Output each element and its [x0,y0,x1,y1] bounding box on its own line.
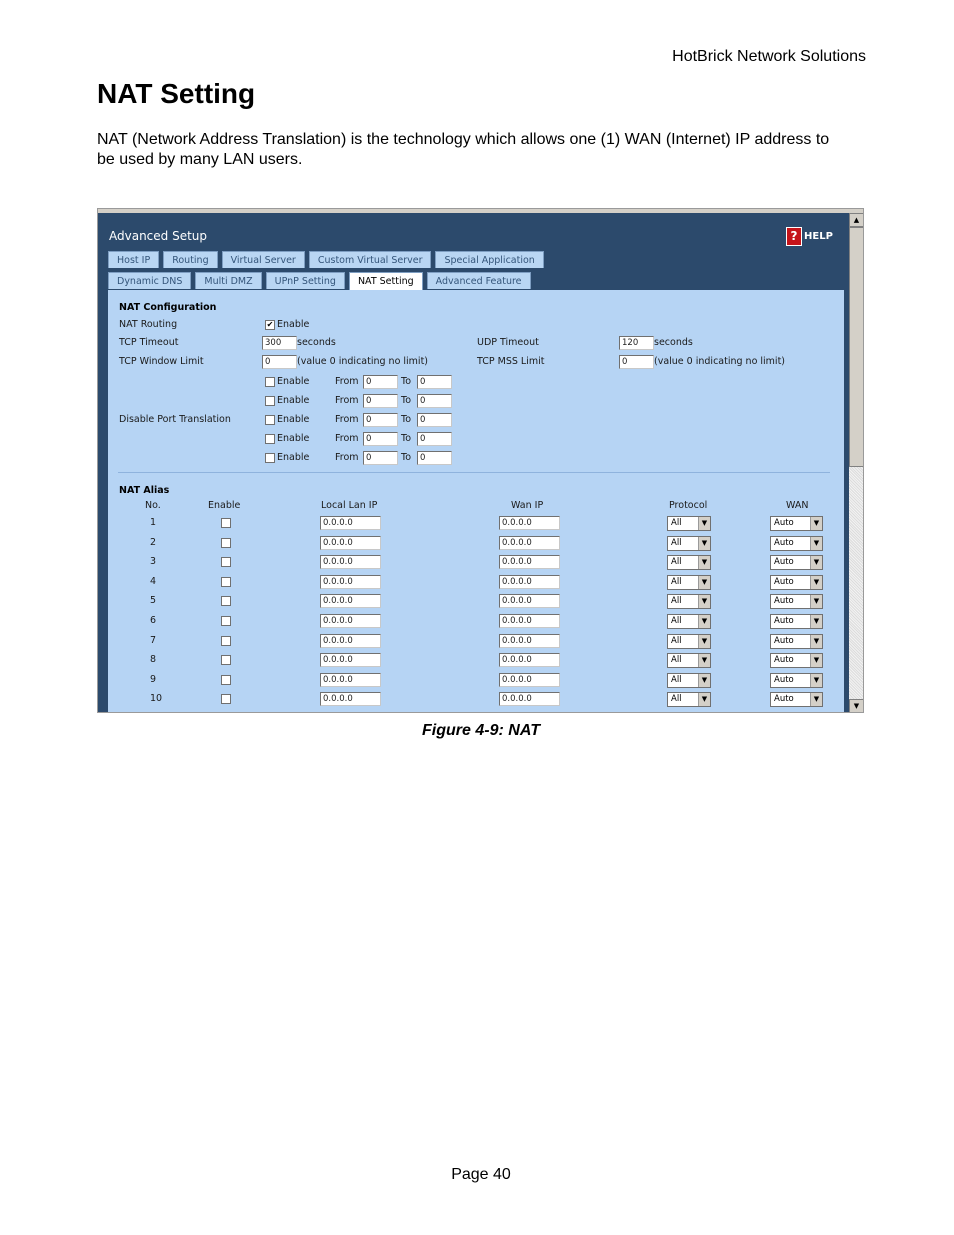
alias-wan-ip-input[interactable]: 0.0.0.0 [499,653,560,667]
nat-config-heading: NAT Configuration [119,302,217,313]
alias-protocol-select[interactable] [667,634,711,649]
alias-wan-ip-input[interactable]: 0.0.0.0 [499,594,560,608]
port-from-input[interactable]: 0 [363,451,398,465]
disable-port-label: Disable Port Translation [119,414,231,425]
nat-alias-heading: NAT Alias [119,485,170,496]
chevron-down-icon: ▼ [698,517,710,530]
tcp-mss-note: (value 0 indicating no limit) [654,356,786,367]
alias-protocol-value: All [671,557,682,568]
tcp-mss-label: TCP MSS Limit [477,356,545,367]
alias-local-ip-input[interactable]: 0.0.0.0 [320,614,381,628]
udp-timeout-unit: seconds [654,337,693,348]
chevron-down-icon: ▼ [698,556,710,569]
alias-enable-checkbox[interactable] [221,577,231,587]
udp-timeout-input[interactable]: 120 [619,336,654,350]
tcp-timeout-label: TCP Timeout [119,337,179,348]
scroll-down-icon[interactable]: ▼ [849,699,864,713]
port-to-label: To [401,376,412,387]
alias-wan-ip-input[interactable]: 0.0.0.0 [499,516,560,530]
alias-protocol-value: All [671,616,682,626]
alias-no: 3 [150,556,157,568]
chevron-down-icon: ▼ [810,654,822,667]
page-heading: NAT Setting [97,78,256,109]
page-number: Page 40 [451,1166,511,1183]
port-from-label: From [335,452,359,463]
alias-wan-ip-input[interactable]: 0.0.0.0 [499,575,560,589]
port-from-input[interactable]: 0 [363,413,398,427]
tab-custom-virtual-server[interactable]: Custom Virtual Server [309,251,432,268]
alias-wan-ip-input[interactable]: 0.0.0.0 [499,673,560,687]
alias-enable-checkbox[interactable] [221,694,231,704]
chevron-down-icon: ▼ [698,537,710,550]
port-enable-checkbox[interactable] [265,396,275,406]
section-divider [118,472,830,473]
alias-enable-checkbox[interactable] [221,518,231,528]
alias-wan-select[interactable] [770,594,823,609]
alias-local-ip-input[interactable]: 0.0.0.0 [320,594,381,608]
alias-wan-ip-input[interactable]: 0.0.0.0 [499,555,560,569]
alias-protocol-select[interactable] [667,594,711,609]
chevron-down-icon: ▼ [810,556,822,569]
alias-wan-value: Auto [774,655,794,666]
alias-protocol-select[interactable] [667,653,711,668]
chevron-down-icon: ▼ [698,595,710,608]
alias-wan-select[interactable] [770,614,823,629]
tab-row-1 [108,251,544,268]
alias-enable-checkbox[interactable] [221,557,231,567]
alias-enable-checkbox[interactable] [221,675,231,685]
alias-protocol-value: All [671,694,682,705]
nat-setting-screenshot [97,208,864,713]
alias-protocol-value: All [671,596,682,607]
nat-panel [108,290,844,713]
chevron-down-icon: ▼ [810,674,822,687]
port-enable-label: Enable [277,433,310,444]
alias-protocol-value: All [671,655,682,666]
alias-wan-select[interactable] [770,575,823,590]
alias-protocol-value: All [671,635,682,646]
tab-special-application[interactable]: Special Application [435,251,543,268]
alias-col-header: Protocol [669,500,708,511]
alias-wan-value: Auto [774,518,794,528]
alias-wan-value: Auto [774,596,794,607]
tcp-mss-input[interactable]: 0 [619,355,654,369]
tcp-timeout-unit: seconds [297,337,336,348]
scroll-up-icon[interactable]: ▲ [849,213,864,227]
chevron-down-icon: ▼ [698,674,710,687]
port-enable-label: Enable [277,452,310,463]
alias-enable-checkbox[interactable] [221,596,231,606]
chevron-down-icon: ▼ [698,615,710,628]
alias-wan-value: Auto [774,557,794,568]
alias-col-header: No. [145,500,161,511]
port-to-input[interactable]: 0 [417,375,452,389]
alias-protocol-value: All [671,518,682,528]
alias-no: 2 [150,536,157,548]
alias-wan-value: Auto [774,576,794,587]
port-to-input[interactable]: 0 [417,413,452,427]
alias-wan-select[interactable] [770,536,823,551]
port-enable-label: Enable [277,395,310,406]
alias-wan-select[interactable] [770,555,823,570]
tab-upnp-setting[interactable]: UPnP Setting [266,272,345,289]
port-to-label: To [401,414,412,425]
tcp-window-note: (value 0 indicating no limit) [297,356,429,367]
chevron-down-icon: ▼ [698,693,710,706]
alias-protocol-value: All [671,537,682,548]
alias-no: 6 [150,615,157,626]
alias-protocol-select[interactable] [667,555,711,570]
alias-no: 1 [150,517,157,528]
alias-local-ip-input[interactable]: 0.0.0.0 [320,673,381,687]
tab-row-2 [108,272,531,291]
alias-wan-value: Auto [774,635,794,646]
alias-local-ip-input[interactable]: 0.0.0.0 [320,634,381,648]
advanced-setup-title: Advanced Setup [109,229,208,243]
chevron-down-icon: ▼ [698,654,710,667]
alias-local-ip-input[interactable]: 0.0.0.0 [320,516,381,530]
alias-protocol-select[interactable] [667,516,711,531]
port-to-label: To [401,433,412,444]
chevron-down-icon: ▼ [810,537,822,550]
alias-enable-checkbox[interactable] [221,655,231,665]
alias-protocol-select[interactable] [667,614,711,629]
port-to-input[interactable]: 0 [417,394,452,408]
alias-protocol-value: All [671,674,682,685]
tab-advanced-feature[interactable]: Advanced Feature [427,272,531,289]
port-enable-label: Enable [277,414,310,425]
alias-wan-select[interactable] [770,653,823,668]
chevron-down-icon: ▼ [698,576,710,589]
alias-wan-ip-input[interactable]: 0.0.0.0 [499,692,560,706]
alias-wan-select[interactable] [770,692,823,707]
alias-enable-checkbox[interactable] [221,636,231,646]
port-enable-checkbox[interactable] [265,415,275,425]
tab-routing[interactable]: Routing [163,251,217,268]
alias-col-header: Enable [208,500,241,511]
nat-routing-checkbox[interactable]: ✔ [266,320,274,329]
port-from-input[interactable]: 0 [363,375,398,389]
port-to-input[interactable]: 0 [417,432,452,446]
alias-no: 7 [150,634,157,646]
alias-local-ip-input[interactable]: 0.0.0.0 [320,653,381,667]
chevron-down-icon: ▼ [810,693,822,706]
tcp-window-input[interactable]: 0 [262,355,297,369]
port-from-input[interactable]: 0 [363,394,398,408]
help-icon: ? [786,227,802,246]
port-to-input[interactable]: 0 [417,451,452,465]
alias-local-ip-input[interactable]: 0.0.0.0 [320,692,381,706]
alias-wan-ip-input[interactable]: 0.0.0.0 [499,536,560,550]
chevron-down-icon: ▼ [810,576,822,589]
tab-dynamic-dns[interactable]: Dynamic DNS [108,272,191,289]
chevron-down-icon: ▼ [810,635,822,648]
company-name: HotBrick Network Solutions [672,48,866,65]
tcp-window-label: TCP Window Limit [119,356,204,367]
port-from-input[interactable]: 0 [363,432,398,446]
alias-wan-value: Auto [774,616,794,626]
port-from-label: From [335,395,359,406]
alias-local-ip-input[interactable]: 0.0.0.0 [320,555,381,569]
port-to-label: To [401,395,412,406]
figure-caption: Figure 4-9: NAT [422,722,540,739]
alias-wan-value: Auto [774,537,794,548]
vertical-scrollbar[interactable] [849,213,864,713]
help-button[interactable] [786,227,833,246]
alias-no: 8 [150,654,157,666]
window-top-strip [98,209,864,213]
tcp-timeout-input[interactable]: 300 [262,336,297,350]
alias-wan-ip-input[interactable]: 0.0.0.0 [499,634,560,648]
port-from-label: From [335,433,359,444]
port-from-label: From [335,414,359,425]
alias-col-header: WAN [786,500,809,511]
chevron-down-icon: ▼ [698,635,710,648]
port-enable-checkbox[interactable] [265,453,275,463]
tab-nat-setting[interactable]: NAT Setting [349,272,423,291]
alias-no: 5 [150,595,157,607]
alias-local-ip-input[interactable]: 0.0.0.0 [320,536,381,550]
port-to-label: To [401,452,412,463]
nat-routing-label: NAT Routing [119,319,178,330]
port-from-label: From [335,376,359,387]
alias-local-ip-input[interactable]: 0.0.0.0 [320,575,381,589]
port-enable-checkbox[interactable] [265,434,275,444]
alias-protocol-select[interactable] [667,575,711,590]
udp-timeout-label: UDP Timeout [477,337,539,348]
port-enable-checkbox[interactable] [265,377,275,387]
alias-no: 9 [150,673,157,685]
alias-col-header: Wan IP [511,500,544,511]
alias-wan-value: Auto [774,674,794,685]
help-label: HELP [804,231,833,242]
alias-enable-checkbox[interactable] [221,616,231,626]
chevron-down-icon: ▼ [810,517,822,530]
alias-wan-select[interactable] [770,634,823,649]
alias-wan-select[interactable] [770,673,823,688]
alias-wan-value: Auto [774,694,794,705]
intro-paragraph: NAT (Network Address Translation) is the technology which allows one (1) WAN (Internet) IP address to be used by many LAN users. [97,131,830,168]
alias-protocol-select[interactable] [667,673,711,688]
alias-no: 10 [150,693,163,705]
tab-host-ip[interactable]: Host IP [108,251,159,268]
scroll-thumb[interactable] [849,227,864,467]
alias-wan-select[interactable] [770,516,823,531]
alias-no: 4 [150,575,157,587]
alias-enable-checkbox[interactable] [221,538,231,548]
nat-routing-enable-label: Enable [277,319,310,330]
alias-protocol-select[interactable] [667,692,711,707]
port-enable-label: Enable [277,376,310,387]
alias-protocol-select[interactable] [667,536,711,551]
chevron-down-icon: ▼ [810,595,822,608]
alias-col-header: Local Lan IP [321,500,378,511]
alias-protocol-value: All [671,576,682,587]
chevron-down-icon: ▼ [810,615,822,628]
tab-virtual-server[interactable]: Virtual Server [222,251,305,268]
alias-wan-ip-input[interactable]: 0.0.0.0 [499,614,560,628]
tab-multi-dmz[interactable]: Multi DMZ [195,272,261,289]
